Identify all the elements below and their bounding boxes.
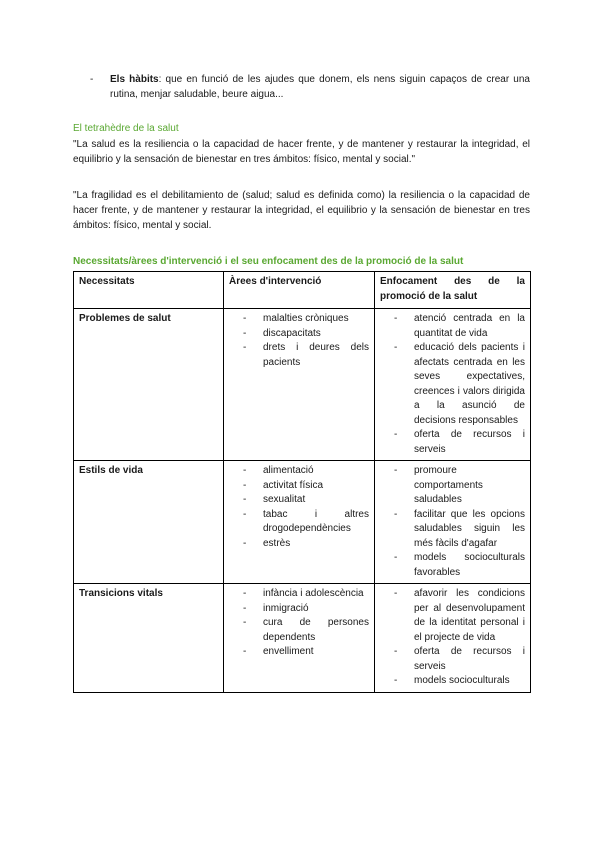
habits-text <box>110 72 530 102</box>
health-quote: "La salud es la resiliencia o la capacidad de hacer frente, y de mantener y restaurar la integridad, el equilibrio y la sensación de bienestar en tres ámbitos: físico, mental y social." <box>73 139 530 165</box>
header-areas: Àrees d'intervenció <box>224 272 375 309</box>
table-row <box>74 461 531 584</box>
list-item: - oferta de recursos i serveis <box>394 428 525 457</box>
header-needs: Necessitats <box>74 272 224 309</box>
list-item: - activitat física <box>243 479 369 494</box>
table-row <box>74 584 531 693</box>
needs-table <box>73 271 531 693</box>
list-item: - alimentació <box>243 464 369 479</box>
list-item: - malalties cròniques <box>243 312 369 327</box>
need-cell: Estils de vida <box>74 461 224 584</box>
list-item: - infància i adolescència <box>243 587 369 602</box>
list-item: - estrès <box>243 537 369 552</box>
list-item: - drets i deures dels pacients <box>243 341 369 370</box>
list-item: - tabac i altres drogodependències <box>243 508 369 537</box>
approach-cell <box>375 309 531 461</box>
bullet-dash: - <box>90 74 94 85</box>
areas-cell <box>224 461 375 584</box>
table-row <box>74 309 531 461</box>
approach-cell <box>375 584 531 693</box>
list-item: - cura de persones dependents <box>243 616 369 645</box>
list-item: - inmigració <box>243 602 369 617</box>
tetrahedre-title: El tetrahèdre de la salut <box>73 123 179 134</box>
habits-bullet <box>90 72 530 102</box>
need-cell: Problemes de salut <box>74 309 224 461</box>
table-section-title: Necessitats/àrees d'intervenció i el seu enfocament des de la promoció de la salut <box>73 256 464 267</box>
habits-description: : que en funció de les ajudes que donem, els nens siguin capaços de crear una rutina, menjar saludable, beure aigua... <box>110 74 530 100</box>
list-item: - envelliment <box>243 645 369 660</box>
list-item: - afavorir les condicions per al desenvolupament de la identitat personal i el projecte de vida <box>394 587 525 645</box>
approach-cell <box>375 461 531 584</box>
list-item: - promoure comportaments saludables <box>394 464 525 508</box>
list-item: - facilitar que les opcions saludables siguin les més fàcils d'agafar <box>394 508 525 552</box>
areas-cell <box>224 584 375 693</box>
header-approach: Enfocament des de la promoció de la salut <box>375 272 531 309</box>
list-item: - oferta de recursos i serveis <box>394 645 525 674</box>
need-cell: Transicions vitals <box>74 584 224 693</box>
list-item: - discapacitats <box>243 327 369 342</box>
list-item: - educació dels pacients i afectats centrada en les seves expectatives, creences i valors dirigida a la asunció de decisions responsables <box>394 341 525 428</box>
list-item: - atenció centrada en la quantitat de vida <box>394 312 525 341</box>
list-item: - sexualitat <box>243 493 369 508</box>
list-item: - models socioculturals <box>394 674 525 689</box>
areas-cell <box>224 309 375 461</box>
list-item: - models socioculturals favorables <box>394 551 525 580</box>
fragility-quote: "La fragilidad es el debilitamiento de (salud; salud es definida como) la resiliencia o la capacidad de hacer frente, y de mantener y restaurar la integridad, el equilibrio y la sensación de bienestar en tres ámbitos: físico, mental y social. <box>73 190 530 231</box>
table-header-row <box>74 272 531 309</box>
habits-term: Els hàbits <box>110 74 159 85</box>
